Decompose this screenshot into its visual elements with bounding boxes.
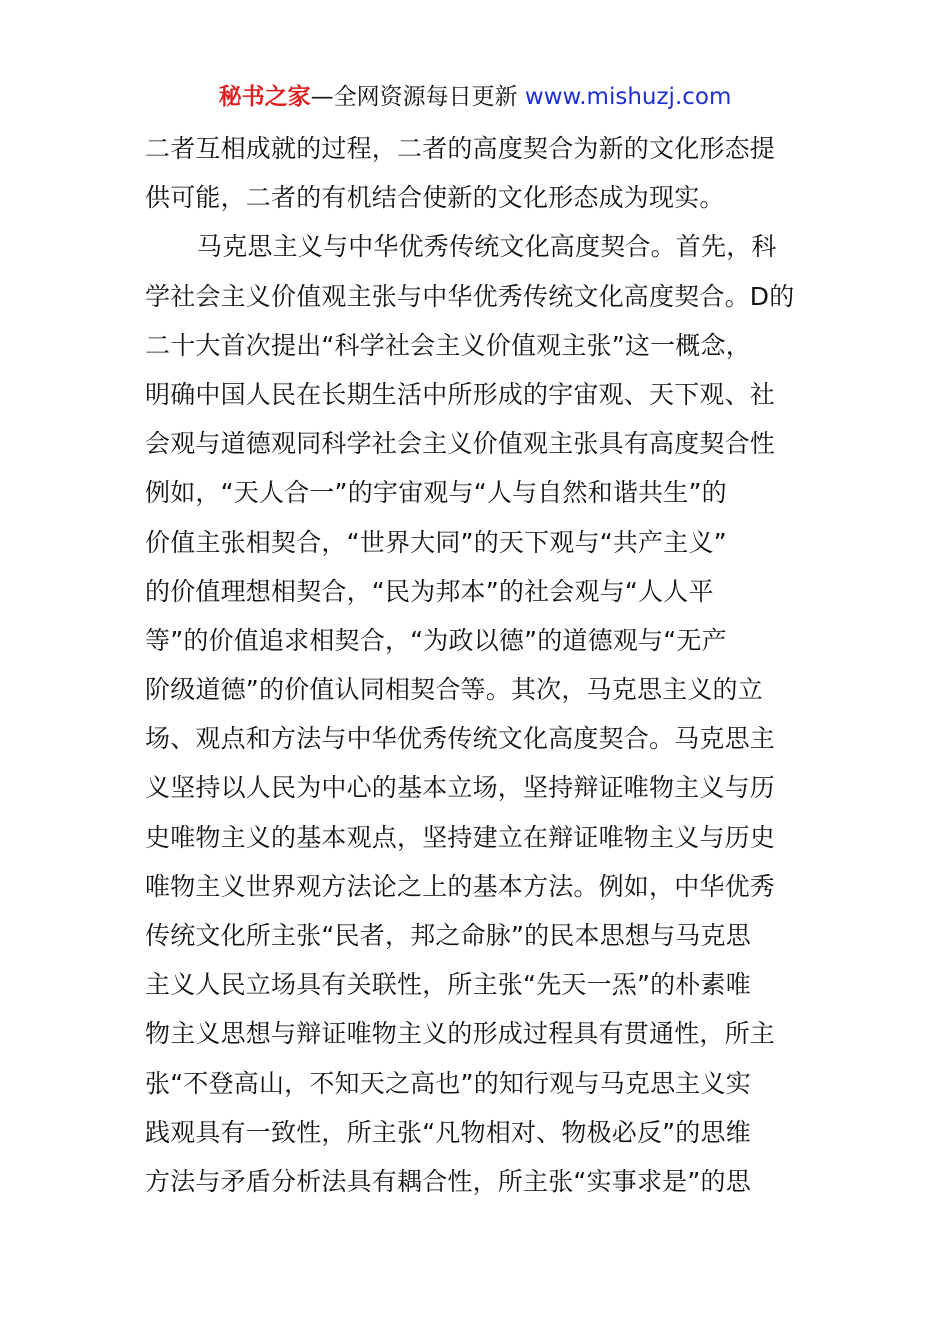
text-line: 学社会主义价值观主张与中华优秀传统文化高度契合。D的	[145, 281, 795, 311]
text-line: 义坚持以人民为中心的基本立场，坚持辩证唯物主义与历	[145, 773, 776, 803]
document-body	[145, 124, 810, 1206]
text-line: 二十大首次提出“科学社会主义价值观主张”这一概念，	[145, 330, 751, 360]
text-line: 物主义思想与辩证唯物主义的形成过程具有贯通性，所主	[145, 1019, 776, 1049]
text-line: 例如，“天人合一”的宇宙观与“人与自然和谐共生”的	[145, 478, 727, 508]
text-line: 价值主张相契合，“世界大同”的天下观与“共产主义”	[145, 527, 727, 557]
text-line: 明确中国人民在长期生活中所形成的宇宙观、天下观、社	[145, 379, 776, 409]
text-line: 阶级道德”的价值认同相契合等。其次，马克思主义的立	[145, 675, 763, 705]
site-header	[0, 80, 950, 114]
text-line: 张“不登高山，不知天之高也”的知行观与马克思主义实	[145, 1068, 751, 1098]
text-line: 场、观点和方法与中华优秀传统文化高度契合。马克思主	[145, 724, 776, 754]
text-line: 传统文化所主张“民者，邦之命脉”的民本思想与马克思	[145, 921, 751, 950]
text-line: 等”的价值追求相契合，“为政以德”的道德观与“无产	[145, 625, 727, 655]
text-line: 唯物主义世界观方法论之上的基本方法。例如，中华优秀	[145, 871, 776, 901]
site-url-link[interactable]: www.mishuzj.com	[524, 84, 732, 110]
text-line: 的价值理想相契合，“民为邦本”的社会观与“人人平	[145, 576, 714, 606]
site-brand: 秘书之家	[218, 84, 311, 110]
site-tagline: —全网资源每日更新	[310, 84, 518, 110]
text-line: 方法与矛盾分析法具有耦合性，所主张“实事求是”的思	[145, 1166, 751, 1196]
text-line: 二者互相成就的过程，二者的高度契合为新的文化形态提	[145, 134, 776, 163]
text-line: 史唯物主义的基本观点，坚持建立在辩证唯物主义与历史	[145, 822, 776, 852]
text-line: 主义人民立场具有关联性，所主张“先天一炁”的朴素唯	[145, 970, 751, 1000]
text-line: 供可能，二者的有机结合使新的文化形态成为现实。	[145, 183, 725, 213]
text-line: 会观与道德观同科学社会主义价值观主张具有高度契合性	[145, 429, 776, 459]
paragraph-first-line: 马克思主义与中华优秀传统文化高度契合。首先，科	[197, 232, 777, 262]
text-line: 践观具有一致性，所主张“凡物相对、物极必反”的思维	[145, 1117, 751, 1147]
